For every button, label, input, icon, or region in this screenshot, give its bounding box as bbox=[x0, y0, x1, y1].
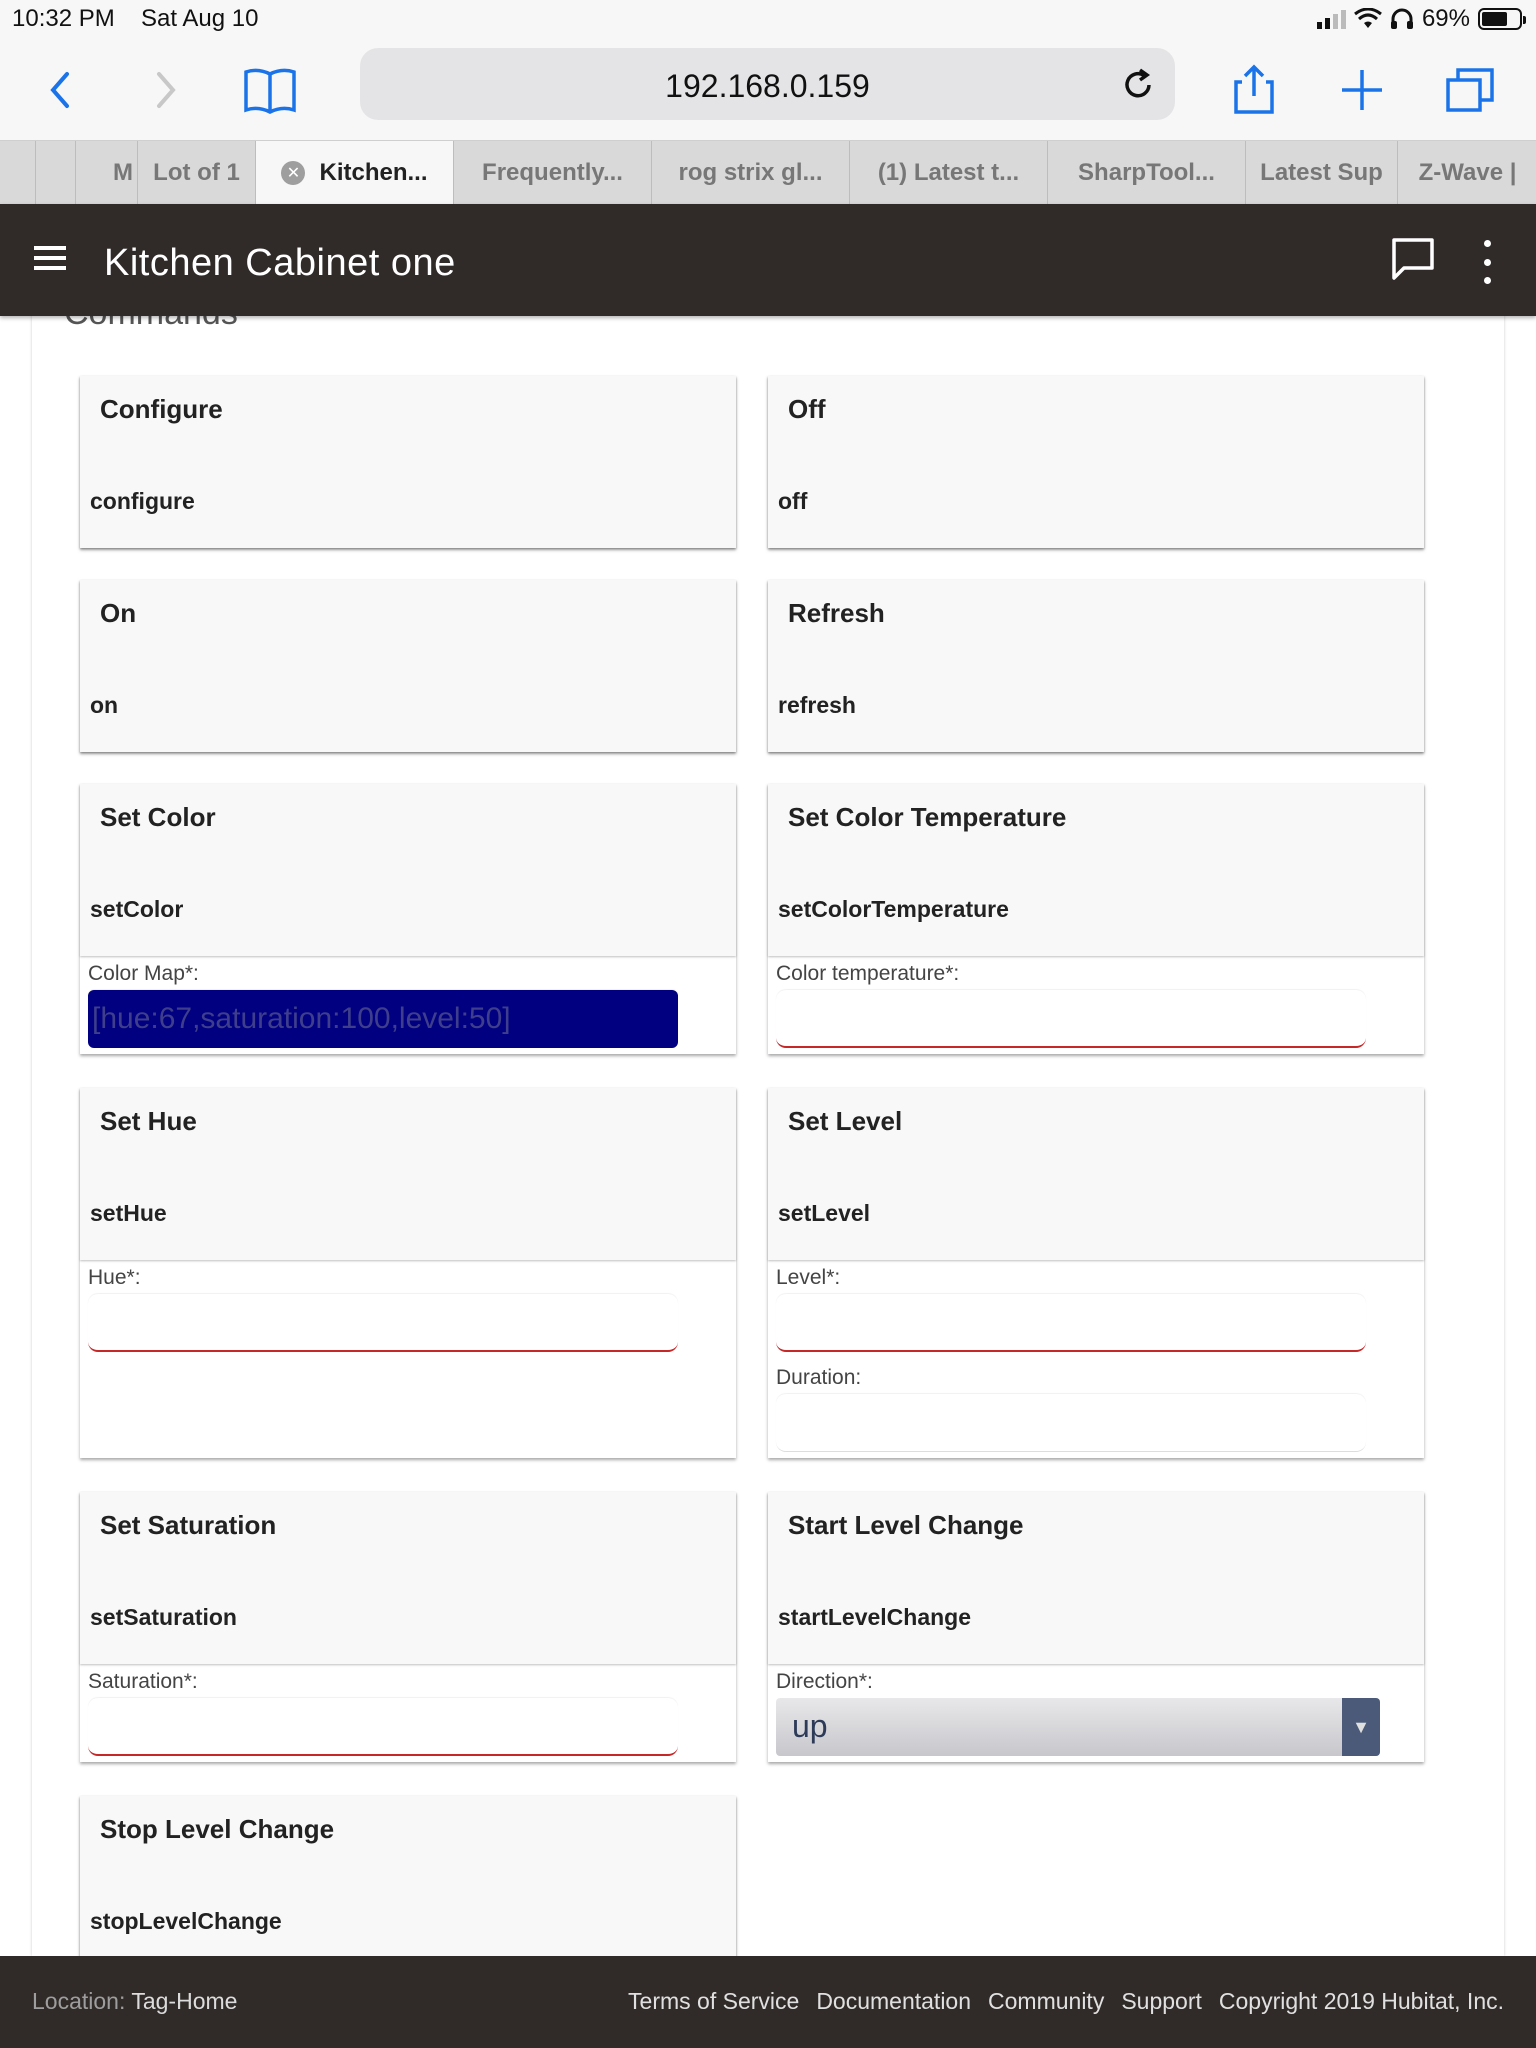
headphones-icon bbox=[1390, 8, 1414, 30]
command-name: Start Level Change bbox=[788, 1510, 1024, 1540]
command-card-set-color-temperature bbox=[768, 784, 1424, 1054]
field-label: Saturation*: bbox=[88, 1670, 198, 1693]
command-card-set-level bbox=[768, 1088, 1424, 1458]
url-text[interactable]: 192.168.0.159 bbox=[665, 68, 870, 104]
command-method: setColorTemperature bbox=[778, 896, 1009, 922]
command-method: setLevel bbox=[778, 1200, 871, 1226]
location-label: Location: bbox=[32, 1988, 126, 2014]
status-date: Sat Aug 10 bbox=[141, 5, 259, 32]
copyright: Copyright 2019 Hubitat, Inc. bbox=[1218, 1988, 1504, 2014]
command-method: setSaturation bbox=[90, 1604, 237, 1630]
color-map-input[interactable] bbox=[88, 990, 678, 1048]
bookmarks-icon[interactable] bbox=[240, 60, 300, 120]
browser-toolbar bbox=[0, 40, 1536, 140]
level-input[interactable] bbox=[776, 1294, 1366, 1352]
set-hue-button[interactable] bbox=[80, 1088, 736, 1260]
refresh-button[interactable] bbox=[768, 580, 1424, 752]
field-label: Hue*: bbox=[88, 1266, 141, 1289]
menu-icon[interactable] bbox=[30, 240, 82, 280]
tab[interactable]: rog strix gl... bbox=[652, 141, 850, 204]
tab-label: Kitchen... bbox=[319, 159, 428, 186]
documentation-link[interactable]: Documentation bbox=[816, 1988, 972, 2014]
command-card-set-hue bbox=[80, 1088, 736, 1458]
command-name: Configure bbox=[100, 394, 223, 424]
command-card-on bbox=[80, 580, 736, 752]
location-value: Tag-Home bbox=[131, 1988, 238, 2014]
command-name: Set Level bbox=[788, 1106, 903, 1136]
forward-icon[interactable] bbox=[136, 60, 196, 120]
command-card-refresh bbox=[768, 580, 1424, 752]
command-method: off bbox=[778, 488, 808, 514]
saturation-input[interactable] bbox=[88, 1698, 678, 1756]
back-icon[interactable] bbox=[30, 60, 90, 120]
terms-link[interactable]: Terms of Service bbox=[628, 1988, 800, 2014]
tab[interactable]: SharpTool... bbox=[1048, 141, 1246, 204]
support-link[interactable]: Support bbox=[1121, 1988, 1202, 2014]
app-header bbox=[0, 204, 1536, 316]
command-method: refresh bbox=[778, 692, 856, 718]
field-label: Color temperature*: bbox=[776, 962, 960, 985]
footer-links bbox=[628, 1988, 1504, 2015]
stop-level-change-button[interactable] bbox=[80, 1796, 736, 1956]
set-color-button[interactable] bbox=[80, 784, 736, 956]
battery-percent: 69% bbox=[1421, 5, 1470, 32]
wifi-icon bbox=[1354, 8, 1382, 30]
command-card-stop-level-change bbox=[80, 1796, 736, 1956]
tab[interactable]: Lot of 1 bbox=[138, 141, 256, 204]
tab[interactable]: (1) Latest t... bbox=[850, 141, 1048, 204]
share-icon[interactable] bbox=[1224, 60, 1284, 120]
direction-select-value: up bbox=[792, 1708, 828, 1744]
set-color-temperature-button[interactable] bbox=[768, 784, 1424, 956]
command-card-start-level-change bbox=[768, 1492, 1424, 1762]
reload-icon[interactable] bbox=[1113, 60, 1163, 110]
tab[interactable]: M bbox=[76, 141, 138, 204]
command-name: Off bbox=[788, 394, 826, 424]
tab[interactable] bbox=[0, 141, 36, 204]
command-name: Set Hue bbox=[100, 1106, 197, 1136]
field-label: Color Map*: bbox=[88, 962, 199, 985]
tab-strip bbox=[0, 140, 1536, 204]
field-label: Duration: bbox=[776, 1366, 862, 1389]
command-card-set-saturation bbox=[80, 1492, 736, 1762]
command-name: Refresh bbox=[788, 598, 885, 628]
community-link[interactable]: Community bbox=[988, 1988, 1105, 2014]
command-name: Set Saturation bbox=[100, 1510, 277, 1540]
new-tab-icon[interactable] bbox=[1332, 60, 1392, 120]
tab[interactable]: Frequently... bbox=[454, 141, 652, 204]
duration-input[interactable] bbox=[776, 1394, 1366, 1452]
command-method: setColor bbox=[90, 896, 184, 922]
status-time: 10:32 PM bbox=[12, 5, 115, 32]
command-card-off bbox=[768, 376, 1424, 548]
on-button[interactable] bbox=[80, 580, 736, 752]
dropdown-arrow-icon: ▼ bbox=[1342, 1698, 1380, 1756]
tab[interactable]: Z-Wave | bbox=[1398, 141, 1536, 204]
page-title: Kitchen Cabinet one bbox=[104, 242, 456, 284]
footer bbox=[0, 1956, 1536, 2048]
command-card-configure bbox=[80, 376, 736, 548]
cellular-signal-icon bbox=[1317, 9, 1346, 29]
command-method: startLevelChange bbox=[778, 1604, 972, 1630]
device-commands-panel bbox=[32, 270, 1504, 1956]
command-method: configure bbox=[90, 488, 195, 514]
tab[interactable]: Latest Sup bbox=[1246, 141, 1398, 204]
off-button[interactable] bbox=[768, 376, 1424, 548]
battery-icon bbox=[1478, 8, 1522, 30]
set-level-button[interactable] bbox=[768, 1088, 1424, 1260]
command-name: On bbox=[100, 598, 137, 628]
field-label: Level*: bbox=[776, 1266, 841, 1289]
command-name: Stop Level Change bbox=[100, 1814, 335, 1844]
status-bar bbox=[0, 0, 1536, 40]
more-options-icon[interactable] bbox=[1472, 240, 1502, 284]
tab-active[interactable] bbox=[256, 141, 454, 204]
hue-input[interactable] bbox=[88, 1294, 678, 1352]
command-card-set-color bbox=[80, 784, 736, 1054]
tab[interactable] bbox=[36, 141, 76, 204]
direction-select[interactable] bbox=[776, 1698, 1380, 1756]
close-tab-icon[interactable]: ✕ bbox=[281, 161, 305, 185]
location-info bbox=[32, 1988, 237, 2015]
set-saturation-button[interactable] bbox=[80, 1492, 736, 1664]
command-name: Set Color Temperature bbox=[788, 802, 1067, 832]
address-bar[interactable] bbox=[360, 48, 1175, 120]
field-label: Direction*: bbox=[776, 1670, 873, 1693]
configure-button[interactable] bbox=[80, 376, 736, 548]
command-method: setHue bbox=[90, 1200, 167, 1226]
command-method: on bbox=[90, 692, 119, 718]
tabs-overview-icon[interactable] bbox=[1440, 60, 1500, 120]
command-method: stopLevelChange bbox=[90, 1908, 282, 1934]
start-level-change-button[interactable] bbox=[768, 1492, 1424, 1664]
chat-icon[interactable] bbox=[1388, 234, 1438, 284]
status-indicators bbox=[1317, 5, 1522, 33]
color-temperature-input[interactable] bbox=[776, 990, 1366, 1048]
command-name: Set Color bbox=[100, 802, 216, 832]
